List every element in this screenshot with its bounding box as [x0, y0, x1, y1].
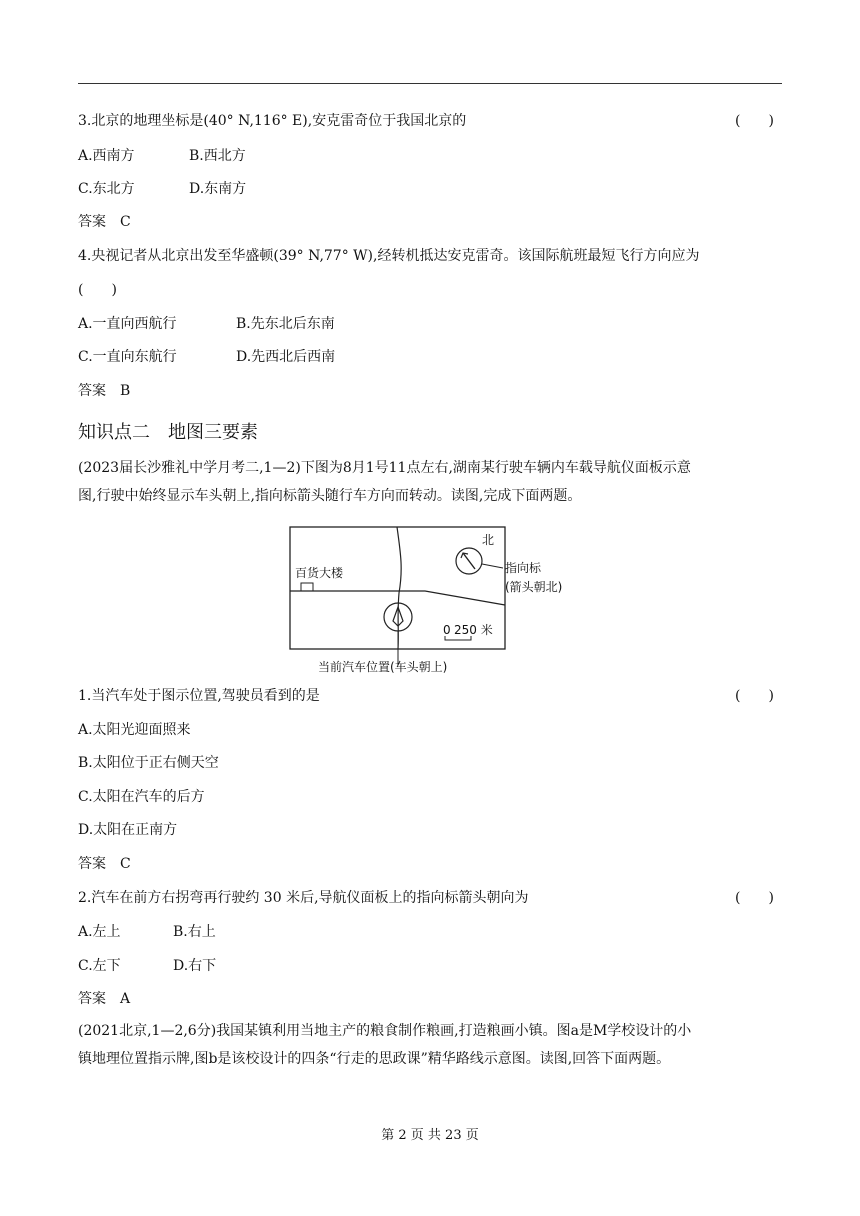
car-caption: 当前汽车位置(车头朝上) [318, 660, 448, 674]
section-intro [78, 454, 784, 510]
q1-stem: 1.当汽车处于图示位置,驾驶员看到的是 [78, 688, 320, 704]
q1-option-d: D.太阳在正南方 [78, 822, 178, 838]
q4-option-c: C.一直向东航行 [78, 349, 177, 365]
q1-answer: 答案 C [78, 856, 131, 872]
q2-option-b: B.右上 [173, 924, 216, 940]
q3-stem: 3.北京的地理坐标是(40° N,116° E),安克雷奇位于我国北京的 [78, 113, 467, 129]
q1-option-c: C.太阳在汽车的后方 [78, 789, 205, 805]
pointer-note: (箭头朝北) [505, 580, 563, 594]
pointer-label: 指向标 [505, 561, 542, 575]
q3-option-a: A.西南方 [78, 148, 135, 164]
q4-option-a: A.一直向西航行 [78, 316, 177, 332]
q4-answer: 答案 B [78, 383, 131, 399]
q2-option-c: C.左下 [78, 958, 121, 974]
next-intro-line1: (2021北京,1—2,6分)我国某镇利用当地主产的粮食制作粮画,打造粮画小镇。图a是M学校设计的小 [78, 1023, 692, 1039]
navigation-panel-figure [285, 525, 575, 685]
q3-answer: 答案 C [78, 214, 131, 230]
q4-answer-bracket: ( ) [78, 282, 117, 298]
q2-option-d: D.右下 [173, 958, 217, 974]
next-intro-line2: 镇地理位置指示牌,图b是该校设计的四条“行走的思政课”精华路线示意图。读图,回答下面两题。 [78, 1051, 671, 1067]
section-title: 知识点二 地图三要素 [78, 422, 258, 443]
pointer-leader-line [482, 564, 503, 568]
q3-option-b: B.西北方 [189, 148, 246, 164]
page-footer: 第 2 页 共 23 页 [381, 1128, 479, 1143]
q1-option-b: B.太阳位于正右侧天空 [78, 755, 219, 771]
q4-option-b: B.先东北后东南 [236, 316, 335, 332]
next-intro [78, 1017, 784, 1073]
q3-option-d: D.东南方 [189, 181, 247, 197]
q1-answer-bracket: ( ) [735, 688, 774, 704]
scale-value: 250 米 [454, 623, 493, 637]
q2-answer: 答案 A [78, 991, 131, 1007]
q4-option-d: D.先西北后西南 [236, 349, 336, 365]
q4-stem: 4.央视记者从北京出发至华盛顿(39° N,77° W),经转机抵达安克雷奇。该国际航班最短飞行方向应为 [78, 248, 700, 264]
north-label: 北 [482, 533, 495, 547]
building-label: 百货大楼 [295, 566, 344, 580]
pointer-arrow-icon [463, 553, 475, 569]
scale-zero: 0 [443, 623, 451, 637]
q2-answer-bracket: ( ) [735, 890, 774, 906]
q3-answer-bracket: ( ) [735, 113, 774, 129]
building-icon [301, 583, 313, 591]
header-rule [78, 83, 782, 84]
q1-option-a: A.太阳光迎面照来 [78, 722, 191, 738]
section-intro-line2: 图,行驶中始终显示车头朝上,指向标箭头随行车方向而转动。读图,完成下面两题。 [78, 488, 582, 504]
q3-option-c: C.东北方 [78, 181, 135, 197]
section-intro-line1: (2023届长沙雅礼中学月考二,1—2)下图为8月1号11点左右,湖南某行驶车辆内车载导航仪面板示意 [78, 460, 691, 476]
q2-stem: 2.汽车在前方右拐弯再行驶约 30 米后,导航仪面板上的指向标箭头朝向为 [78, 890, 529, 906]
q2-option-a: A.左上 [78, 924, 121, 940]
